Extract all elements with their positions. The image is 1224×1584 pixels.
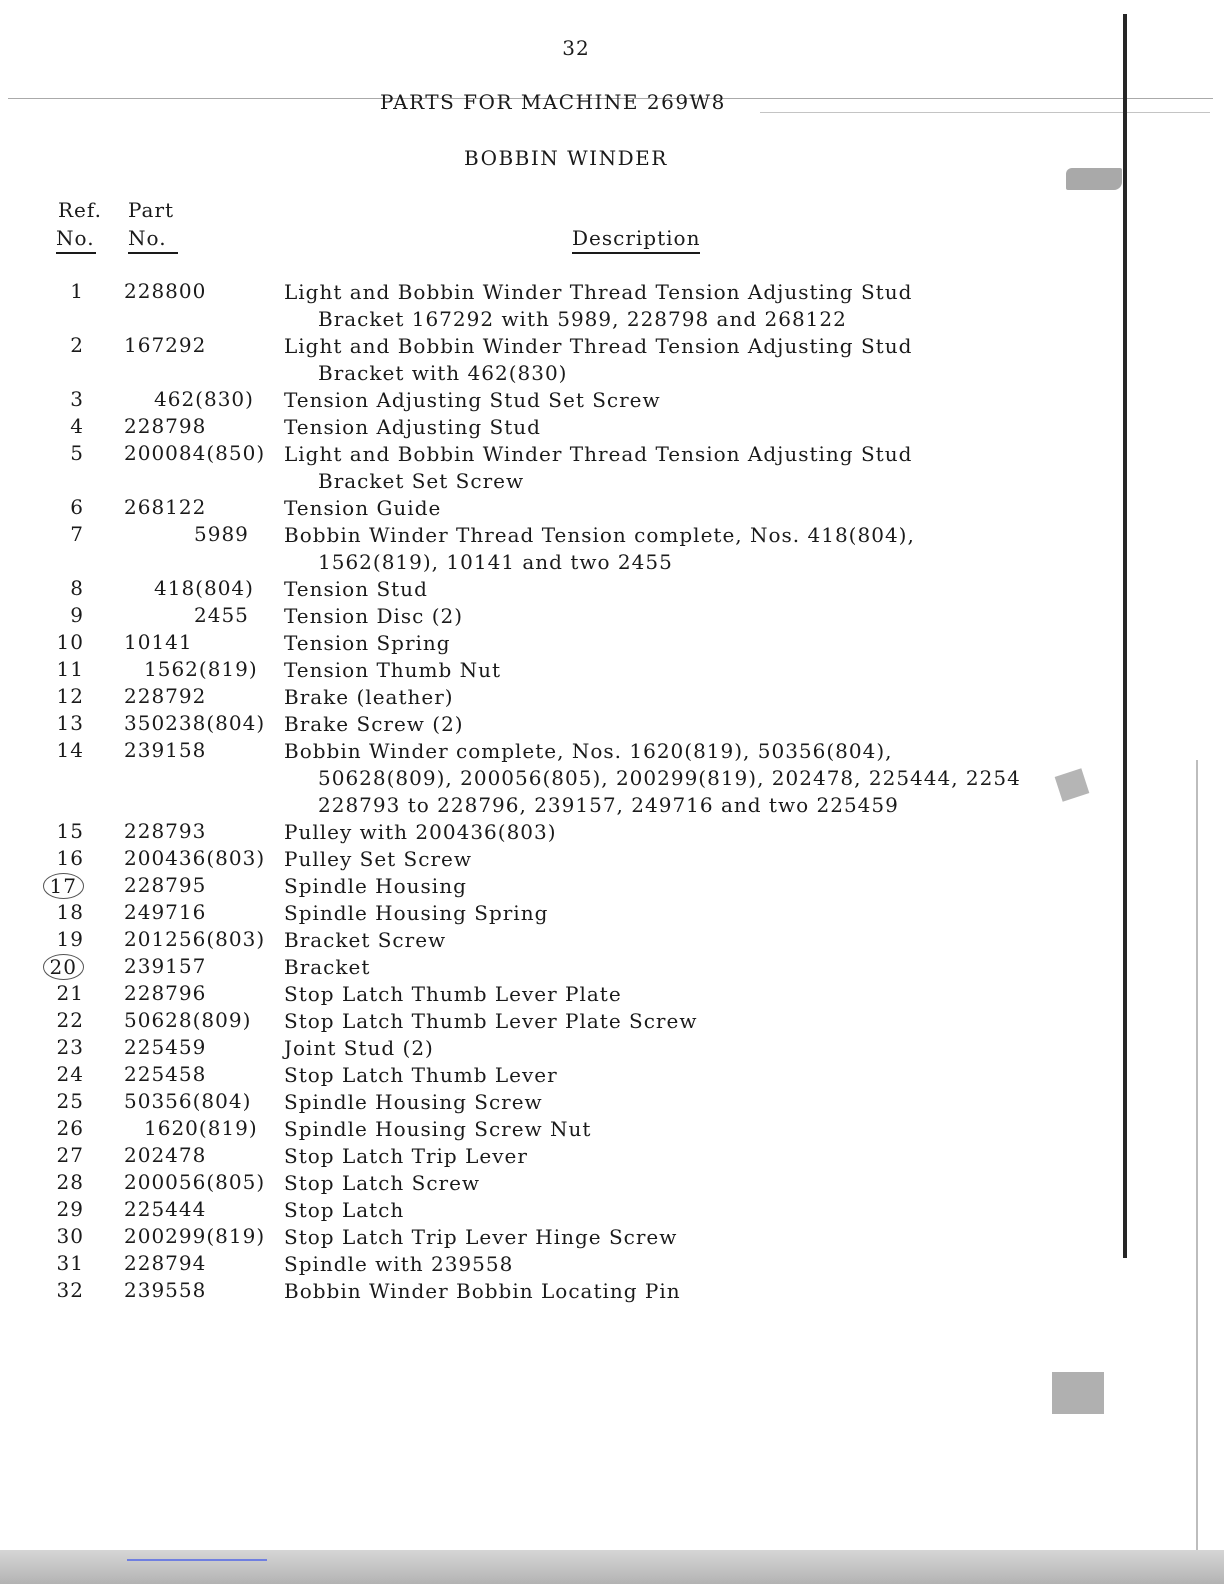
part-description bbox=[284, 279, 912, 333]
part-row bbox=[0, 1197, 1120, 1224]
part-row bbox=[0, 1035, 1120, 1062]
ref-number: 19 bbox=[56, 927, 84, 951]
ref-number: 32 bbox=[56, 1278, 84, 1302]
part-description bbox=[284, 1224, 677, 1251]
description-continuation: 1562(819), 10141 and two 2455 bbox=[318, 550, 673, 574]
description-line: Bracket bbox=[284, 955, 371, 979]
scan-artifact-line bbox=[127, 1559, 267, 1561]
part-description bbox=[284, 576, 428, 603]
ref-number: 26 bbox=[56, 1116, 84, 1140]
page-number: 32 bbox=[562, 36, 590, 60]
part-row bbox=[0, 1170, 1120, 1197]
part-description bbox=[284, 1143, 528, 1170]
description-line: Spindle Housing Screw bbox=[284, 1090, 543, 1114]
part-description bbox=[284, 900, 548, 927]
part-row bbox=[0, 711, 1120, 738]
ref-number: 29 bbox=[56, 1197, 84, 1221]
part-number: 167292 bbox=[124, 333, 207, 357]
description-header: Description bbox=[572, 226, 700, 254]
part-number: 5989 bbox=[194, 522, 249, 546]
scan-rule bbox=[760, 112, 1210, 113]
description-line: Stop Latch Thumb Lever bbox=[284, 1063, 558, 1087]
ref-header-line2: No. bbox=[56, 226, 96, 254]
part-row bbox=[0, 954, 1120, 981]
part-row bbox=[0, 1062, 1120, 1089]
part-row bbox=[0, 846, 1120, 873]
ref-number: 21 bbox=[56, 981, 84, 1005]
part-number: 228793 bbox=[124, 819, 207, 843]
ref-number: 15 bbox=[56, 819, 84, 843]
description-continuation: 50628(809), 200056(805), 200299(819), 202478, 225444, 2254 bbox=[318, 766, 1021, 790]
part-row bbox=[0, 738, 1120, 819]
description-line: Stop Latch Trip Lever bbox=[284, 1144, 528, 1168]
part-row bbox=[0, 279, 1120, 333]
part-number: 228792 bbox=[124, 684, 207, 708]
description-line: Tension Adjusting Stud bbox=[284, 415, 541, 439]
ref-number: 2 bbox=[70, 333, 84, 357]
part-description bbox=[284, 1197, 404, 1224]
description-continuation: Bracket with 462(830) bbox=[318, 361, 568, 385]
ref-number: 25 bbox=[56, 1089, 84, 1113]
part-number: 2455 bbox=[194, 603, 249, 627]
ref-number: 9 bbox=[70, 603, 84, 627]
part-number: 1620(819) bbox=[144, 1116, 258, 1140]
part-description bbox=[284, 819, 557, 846]
page-edge-shadow bbox=[1196, 760, 1198, 1550]
description-line: Light and Bobbin Winder Thread Tension Adjusting Stud bbox=[284, 442, 913, 466]
part-description bbox=[284, 441, 912, 495]
part-row bbox=[0, 1251, 1120, 1278]
part-description bbox=[284, 1251, 513, 1278]
ref-number: 14 bbox=[56, 738, 84, 762]
description-line: Tension Stud bbox=[284, 577, 428, 601]
document-title: PARTS FOR MACHINE 269W8 bbox=[380, 90, 726, 114]
part-row bbox=[0, 1224, 1120, 1251]
description-line: Joint Stud (2) bbox=[284, 1036, 434, 1060]
description-line: Brake (leather) bbox=[284, 685, 454, 709]
part-description bbox=[284, 684, 454, 711]
part-row bbox=[0, 441, 1120, 495]
scan-bottom-band bbox=[0, 1550, 1224, 1584]
description-line: Stop Latch Thumb Lever Plate bbox=[284, 982, 622, 1006]
description-line: Spindle with 239558 bbox=[284, 1252, 514, 1276]
ref-number: 16 bbox=[56, 846, 84, 870]
description-line: Bobbin Winder Bobbin Locating Pin bbox=[284, 1279, 681, 1303]
part-row bbox=[0, 819, 1120, 846]
part-number: 418(804) bbox=[154, 576, 254, 600]
part-description bbox=[284, 495, 441, 522]
ref-number: 10 bbox=[56, 630, 84, 654]
description-line: Tension Thumb Nut bbox=[284, 658, 502, 682]
part-row bbox=[0, 522, 1120, 576]
part-description bbox=[284, 603, 463, 630]
ref-number: 20 bbox=[43, 954, 84, 980]
description-line: Tension Disc (2) bbox=[284, 604, 464, 628]
description-line: Light and Bobbin Winder Thread Tension Adjusting Stud bbox=[284, 280, 913, 304]
part-row bbox=[0, 927, 1120, 954]
description-line: Spindle Housing Spring bbox=[284, 901, 549, 925]
part-number: 225458 bbox=[124, 1062, 207, 1086]
part-row bbox=[0, 1089, 1120, 1116]
ref-number: 6 bbox=[70, 495, 84, 519]
part-row bbox=[0, 387, 1120, 414]
description-line: Bobbin Winder complete, Nos. 1620(819), 50356(804), bbox=[284, 739, 893, 763]
part-description bbox=[284, 711, 464, 738]
ref-number: 22 bbox=[56, 1008, 84, 1032]
part-description bbox=[284, 657, 501, 684]
description-line: Spindle Housing bbox=[284, 874, 467, 898]
part-description bbox=[284, 522, 915, 576]
part-row bbox=[0, 576, 1120, 603]
part-number: 239157 bbox=[124, 954, 207, 978]
part-number: 462(830) bbox=[154, 387, 254, 411]
description-line: Pulley Set Screw bbox=[284, 847, 472, 871]
description-line: Tension Spring bbox=[284, 631, 451, 655]
ref-number: 17 bbox=[43, 873, 84, 899]
part-description bbox=[284, 954, 370, 981]
part-row bbox=[0, 1116, 1120, 1143]
description-line: Tension Guide bbox=[284, 496, 442, 520]
page-edge-shadow bbox=[1123, 14, 1127, 1258]
part-description bbox=[284, 846, 472, 873]
ref-number: 27 bbox=[56, 1143, 84, 1167]
part-header-line1: Part bbox=[128, 198, 175, 222]
part-description bbox=[284, 1116, 591, 1143]
part-row bbox=[0, 414, 1120, 441]
section-title: BOBBIN WINDER bbox=[464, 146, 668, 170]
part-description bbox=[284, 981, 622, 1008]
description-line: Stop Latch Trip Lever Hinge Screw bbox=[284, 1225, 678, 1249]
part-number: 200436(803) bbox=[124, 846, 266, 870]
part-number: 202478 bbox=[124, 1143, 207, 1167]
part-description bbox=[284, 1170, 480, 1197]
part-number: 249716 bbox=[124, 900, 207, 924]
part-row bbox=[0, 603, 1120, 630]
part-description bbox=[284, 738, 1021, 819]
description-line: Bobbin Winder Thread Tension complete, Nos. 418(804), bbox=[284, 523, 915, 547]
part-description bbox=[284, 630, 451, 657]
description-line: Pulley with 200436(803) bbox=[284, 820, 557, 844]
part-row bbox=[0, 630, 1120, 657]
ref-number: 13 bbox=[56, 711, 84, 735]
description-continuation: 228793 to 228796, 239157, 249716 and two 225459 bbox=[318, 793, 899, 817]
ref-number: 30 bbox=[56, 1224, 84, 1248]
part-number: 50628(809) bbox=[124, 1008, 252, 1032]
part-header-line2: No. bbox=[128, 226, 178, 254]
part-number: 200056(805) bbox=[124, 1170, 266, 1194]
description-line: Light and Bobbin Winder Thread Tension Adjusting Stud bbox=[284, 334, 913, 358]
ref-number: 28 bbox=[56, 1170, 84, 1194]
ref-number: 31 bbox=[56, 1251, 84, 1275]
part-number: 225444 bbox=[124, 1197, 207, 1221]
part-row bbox=[0, 1143, 1120, 1170]
part-number: 228798 bbox=[124, 414, 207, 438]
part-number: 50356(804) bbox=[124, 1089, 252, 1113]
ref-number: 5 bbox=[70, 441, 84, 465]
description-line: Tension Adjusting Stud Set Screw bbox=[284, 388, 661, 412]
part-number: 200299(819) bbox=[124, 1224, 266, 1248]
ref-number: 18 bbox=[56, 900, 84, 924]
description-line: Stop Latch Thumb Lever Plate Screw bbox=[284, 1009, 698, 1033]
part-description bbox=[284, 927, 446, 954]
part-row bbox=[0, 1278, 1120, 1305]
part-number: 201256(803) bbox=[124, 927, 266, 951]
part-number: 10141 bbox=[124, 630, 193, 654]
part-number: 225459 bbox=[124, 1035, 207, 1059]
description-continuation: Bracket Set Screw bbox=[318, 469, 525, 493]
part-row bbox=[0, 873, 1120, 900]
description-line: Spindle Housing Screw Nut bbox=[284, 1117, 592, 1141]
part-row bbox=[0, 333, 1120, 387]
part-number: 1562(819) bbox=[144, 657, 258, 681]
part-description bbox=[284, 1008, 697, 1035]
part-description bbox=[284, 414, 541, 441]
part-number: 239558 bbox=[124, 1278, 207, 1302]
part-row bbox=[0, 684, 1120, 711]
part-description bbox=[284, 387, 661, 414]
part-row bbox=[0, 981, 1120, 1008]
ref-number: 7 bbox=[70, 522, 84, 546]
part-description bbox=[284, 1062, 558, 1089]
part-row bbox=[0, 1008, 1120, 1035]
part-description bbox=[284, 1278, 681, 1305]
ref-number: 1 bbox=[70, 279, 84, 303]
part-description bbox=[284, 1089, 543, 1116]
part-number: 228800 bbox=[124, 279, 207, 303]
part-number: 200084(850) bbox=[124, 441, 266, 465]
part-number: 228795 bbox=[124, 873, 207, 897]
part-number: 268122 bbox=[124, 495, 207, 519]
part-number: 228796 bbox=[124, 981, 207, 1005]
part-number: 228794 bbox=[124, 1251, 207, 1275]
ref-number: 8 bbox=[70, 576, 84, 600]
part-description bbox=[284, 873, 467, 900]
part-description bbox=[284, 333, 912, 387]
tape-mark bbox=[1052, 1372, 1104, 1414]
part-row bbox=[0, 657, 1120, 684]
part-row bbox=[0, 495, 1120, 522]
description-continuation: Bracket 167292 with 5989, 228798 and 268122 bbox=[318, 307, 847, 331]
ref-number: 23 bbox=[56, 1035, 84, 1059]
description-line: Stop Latch bbox=[284, 1198, 405, 1222]
part-row bbox=[0, 900, 1120, 927]
part-description bbox=[284, 1035, 434, 1062]
ref-number: 4 bbox=[70, 414, 84, 438]
part-number: 350238(804) bbox=[124, 711, 266, 735]
part-number: 239158 bbox=[124, 738, 207, 762]
description-line: Brake Screw (2) bbox=[284, 712, 464, 736]
description-line: Stop Latch Screw bbox=[284, 1171, 481, 1195]
ref-number: 24 bbox=[56, 1062, 84, 1086]
tape-mark bbox=[1066, 168, 1122, 190]
ref-number: 3 bbox=[70, 387, 84, 411]
ref-header-line1: Ref. bbox=[58, 198, 102, 222]
ref-number: 12 bbox=[56, 684, 84, 708]
ref-number: 11 bbox=[56, 657, 84, 681]
description-line: Bracket Screw bbox=[284, 928, 447, 952]
